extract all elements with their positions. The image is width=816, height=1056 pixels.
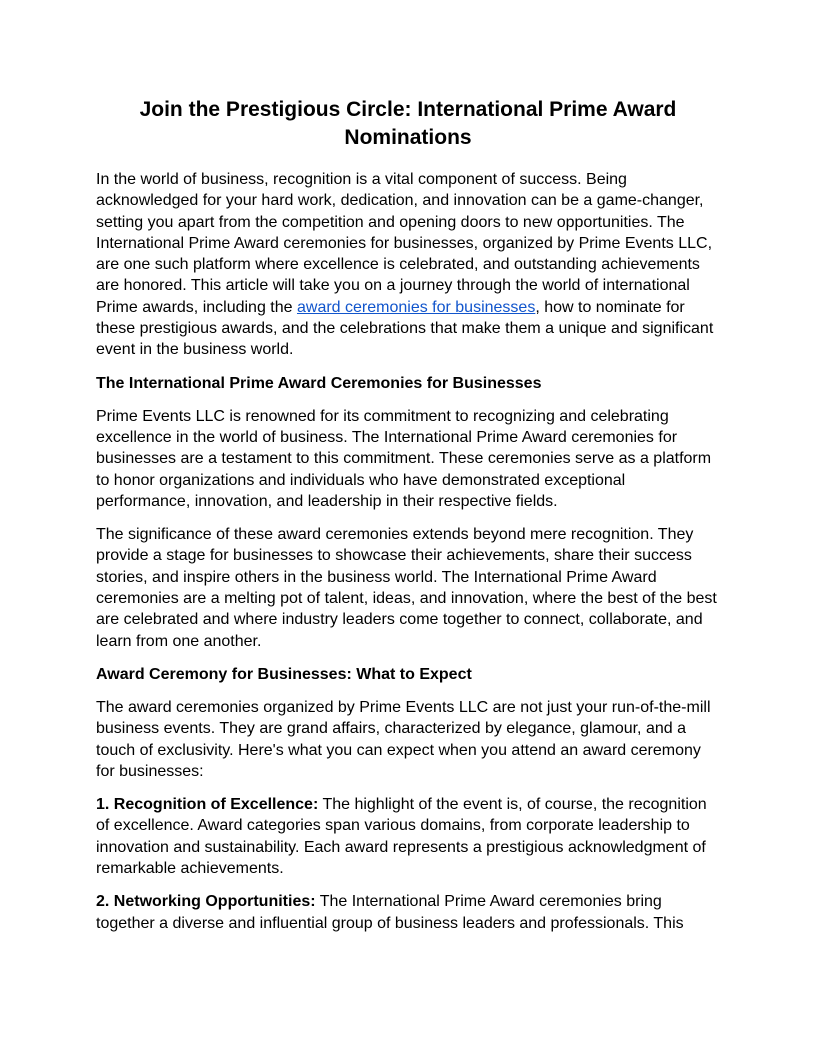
- document-title: Join the Prestigious Circle: International Prime Award Nominations: [139, 98, 677, 149]
- intro-text-end: , how to nominate for these prestigious awards, and the celebrations that make them a unique and significant event in the business world.: [96, 298, 714, 359]
- list-item: [96, 794, 720, 879]
- document-content: [96, 96, 720, 946]
- section-heading-expect: Award Ceremony for Businesses: What to Expect: [96, 665, 472, 683]
- paragraph: The award ceremonies organized by Prime Events LLC are not just your run-of-the-mill business events. They are grand affairs, characterized by elegance, glamour, and a touch of exclusivity. Here's what you can expect when you attend an award ceremony for businesses:: [96, 698, 711, 780]
- paragraph: The significance of these award ceremonies extends beyond mere recognition. They provide a stage for businesses to showcase their achievements, share their success stories, and inspire others in the business world. The International Prime Award ceremonies are a melting pot of talent, ideas, and innovation, where the best of the best are celebrated and where industry leaders come together to connect, collaborate, and learn from one another.: [96, 526, 717, 650]
- list-item-label: 2. Networking Opportunities:: [96, 893, 316, 911]
- intro-text: In the world of business, recognition is a vital component of success. Being acknowledged for your hard work, dedication, and innovation can be a game-changer, setting you apart from the competition and opening doors to new opportunities. The International Prime Award ceremonies for businesses, organized by Prime Events LLC, are one such platform where excellence is celebrated, and outstanding achievements are honored. This article will take you on a journey through the world of international Prime awards, including the: [96, 171, 713, 316]
- award-ceremonies-link[interactable]: award ceremonies for businesses: [296, 298, 536, 316]
- list-item-label: 1. Recognition of Excellence:: [96, 796, 319, 814]
- list-item: [96, 891, 720, 934]
- paragraph: Prime Events LLC is renowned for its commitment to recognizing and celebrating excellence in the world of business. The International Prime Award ceremonies for businesses are a testament to this commitment. These ceremonies serve as a platform to honor organizations and individuals who have demonstrated exceptional performance, innovation, and leadership in their respective fields.: [96, 407, 712, 510]
- intro-paragraph: [96, 169, 720, 361]
- section-heading-ceremonies: The International Prime Award Ceremonies for Businesses: [96, 374, 542, 392]
- list-item-text: The highlight of the event is, of course, the recognition of excellence. Award categories span various domains, from corporate leadership to innovation and sustainability. Each award represents a prestigious acknowledgment of remarkable achievements.: [96, 796, 707, 878]
- list-item-text: The International Prime Award ceremonies bring together a diverse and influential group of business leaders and professionals. This: [96, 893, 684, 932]
